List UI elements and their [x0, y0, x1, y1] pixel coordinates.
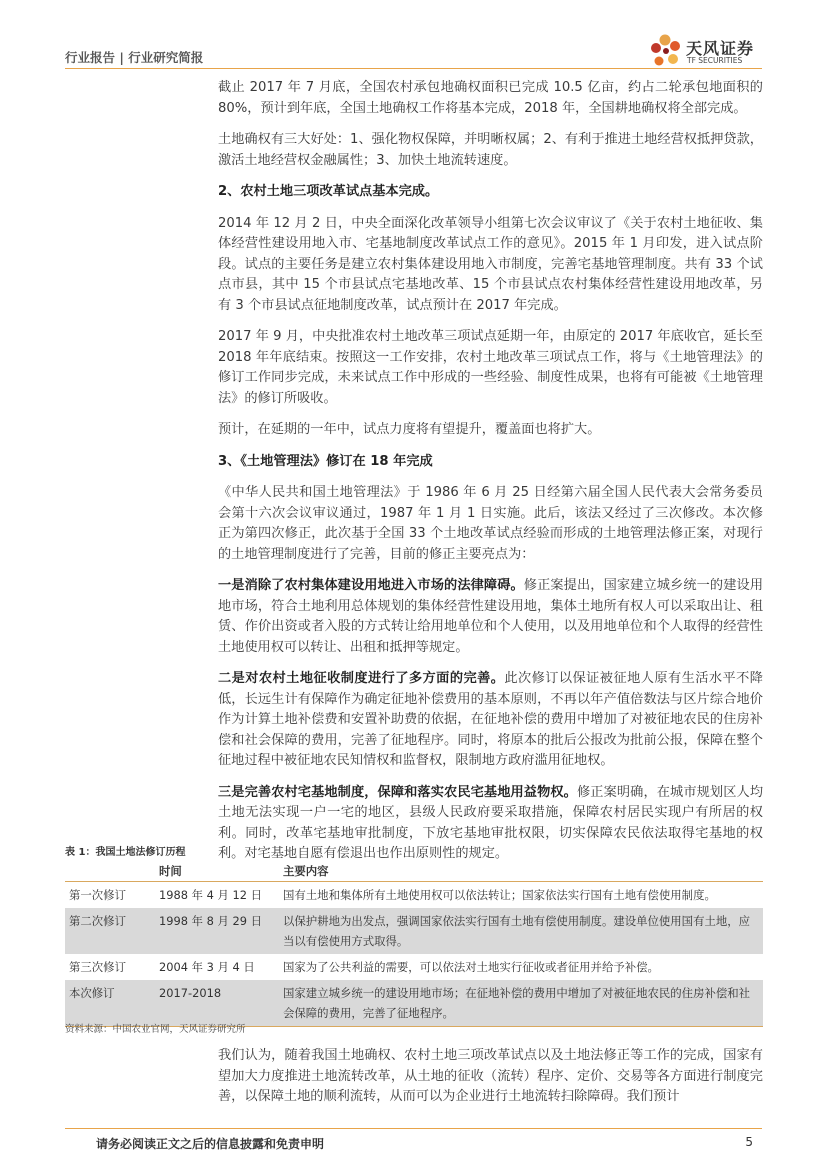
highlight-one-title: 一是消除了农村集体建设用地进入市场的法律障碍。 [218, 578, 524, 593]
table-source: 资料来源：中国农业官网，天风证券研究所 [65, 1024, 246, 1035]
revision-date: 1988 年 4 月 12 日 [159, 888, 263, 902]
paragraph-highlight-one [218, 576, 763, 658]
revision-name: 本次修订 [65, 980, 155, 1027]
revision-content: 以保护耕地为出发点，强调国家依法实行国有土地有偿使用制度。建设单位使用国有土地，应当以有偿使用方式取得。 [279, 908, 763, 954]
paragraph-conclusion: 我们认为，随着我国土地确权、农村土地三项改革试点以及土地法修正等工作的完成，国家有望加大力度推进土地流转改革，从土地的征收（流转）程序、定价、交易等各方面进行制度完善，以保障土地的顺利流转，从而可以为企业进行土地流转扫除障碍。我们预计 [218, 1048, 763, 1104]
highlight-two-text: 此次修订以保证被征地人原有生活水平不降低，长远生计有保障作为确定征地补偿费用的基本原则，不再以年产值倍数法与区片综合地价作为计算土地补偿费和安置补助费的依据，在征地补偿的费用中增加了对被征地农民的住房补偿和社会保障的费用，完善了征地程序。同时，将原本的批后公报改为批前公报，保障在整个征地过程中被征地农民知情权和监督权，限制地方政府滥用征地权。 [218, 671, 763, 768]
paragraph-highlight-three [218, 783, 763, 865]
page-number: 5 [745, 1135, 753, 1149]
revision-name: 第三次修订 [69, 960, 126, 974]
paragraph-highlight-two [218, 669, 763, 772]
table-title: 表 1：我国土地法修订历程 [65, 847, 186, 858]
revision-content: 国有土地和集体所有土地使用权可以依法转让；国家依法实行国有土地有偿使用制度。 [283, 888, 716, 902]
paragraph-land-law-history: 《中华人民共和国土地管理法》于 1986 年 6 月 25 日经第六届全国人民代表大会常务委员会第十六次会议审议通过，1987 年 1 月 1 日实施。此后，该法又经过了三次修改。本次修正为第四次修正，此次基于全国 33 个土地改革试点经验而形成的土地管理法修正案，对现行的土地管理制度进行了完善，目前的修正主要亮点为： [218, 485, 763, 562]
report-body [218, 78, 763, 876]
revision-content: 国家建立城乡统一的建设用地市场；在征地补偿的费用中增加了对被征地农民的住房补偿和社会保障的费用，完善了征地程序。 [279, 980, 763, 1027]
paragraph-pilot-history: 2014 年 12 月 2 日，中央全面深化改革领导小组第七次会议审议了《关于农村土地征收、集体经营性建设用地入市、宅基地制度改革试点工作的意见》。2015 年 1 月印发，进入试点阶段。试点的主要任务是建立农村集体建设用地入市制度，完善宅基地管理制度。共有 33 个试点市县，其中 15 个市县试点宅基地改革、15 个市县试点农村集体经营性建设用地改革，另有 3 个市县试点征地制度改革，试点预计在 2017 年完成。 [218, 215, 763, 313]
table-row [65, 980, 763, 1027]
table-header-content: 主要内容 [279, 861, 763, 882]
footer-disclaimer: 请务必阅读正文之后的信息披露和免责申明 [96, 1137, 325, 1151]
flower-logo-icon [646, 30, 684, 70]
highlight-three-text: 修正案明确，在城市规划区人均土地无法实现一户一宅的地区，县级人民政府要采取措施，保障农村居民实现户有所居的权利。同时，改革宅基地审批制度，下放宅基地审批权限，切实保障农民依法取得宅基地的权利。对宅基地自愿有偿退出也作出原则性的规定。 [218, 784, 764, 861]
land-law-revision-table [65, 861, 763, 1027]
revision-content: 国家为了公共利益的需要，可以依法对土地实行征收或者征用并给予补偿。 [283, 960, 659, 974]
company-logo [646, 30, 776, 70]
table-row [65, 954, 763, 980]
table-header-row [65, 861, 763, 882]
revision-date: 2004 年 3 月 4 日 [159, 960, 255, 974]
revision-name: 第一次修订 [69, 888, 126, 902]
highlight-two-title: 二是对农村土地征收制度进行了多方面的完善。 [218, 671, 505, 686]
paragraph-pilot-forecast: 预计，在延期的一年中，试点力度将有望提升，覆盖面也将扩大。 [218, 422, 601, 437]
revision-date: 2017-2018 [155, 980, 279, 1027]
highlight-three-title: 三是完善农村宅基地制度，保障和落实农民宅基地用益物权。 [218, 784, 577, 800]
paragraph-land-rights-progress: 截止 2017 年 7 月底，全国农村承包地确权面积已完成 10.5 亿亩，约占二轮承包地面积的 80%，预计到年底，全国土地确权工作将基本完成，2018 年，全国耕地确权将全部完成。 [218, 80, 763, 116]
revision-date: 1998 年 8 月 29 日 [155, 908, 279, 954]
table-header-cell [65, 861, 155, 882]
table-row [65, 908, 763, 954]
paragraph-pilot-extension: 2017 年 9 月，中央批准农村土地改革三项试点延期一年，由原定的 2017 年底收官，延长至 2018 年年底结束。按照这一工作安排，农村土地改革三项试点工作，将与《土地管理法》的修订工作同步完成，未来试点工作中形成的一些经验、制度性成果，也将有可能被《土地管理法》的修订所吸收。 [218, 329, 763, 406]
report-category: 行业报告 | 行业研究简报 [65, 50, 204, 65]
paragraph-land-rights-benefits: 土地确权有三大好处：1、强化物权保障，并明晰权属；2、有利于推进土地经营权抵押贷款，激活土地经营权金融属性；3、加快土地流转速度。 [218, 132, 763, 168]
footer-divider [65, 1128, 762, 1129]
logo-name-cn: 天风证券 [686, 39, 755, 58]
section-heading-land-law: 3、《土地管理法》修订在 18 年完成 [218, 453, 433, 469]
revision-name: 第二次修订 [65, 908, 155, 954]
table-row [65, 882, 763, 909]
header-divider [65, 68, 762, 69]
section-heading-pilot-reform: 2、农村土地三项改革试点基本完成。 [218, 184, 439, 199]
table-header-time: 时间 [155, 861, 279, 882]
highlight-one-text: 修正案提出，国家建立城乡统一的建设用地市场，符合土地利用总体规划的集体经营性建设用地，集体土地所有权人可以采取出让、租赁、作价出资或者入股的方式转让给用地单位和个人使用，以及用地单位和个人取得的经营性土地使用权可以转让、出租和抵押等规定。 [218, 578, 764, 655]
logo-name-en: TF SECURITIES [687, 56, 743, 65]
